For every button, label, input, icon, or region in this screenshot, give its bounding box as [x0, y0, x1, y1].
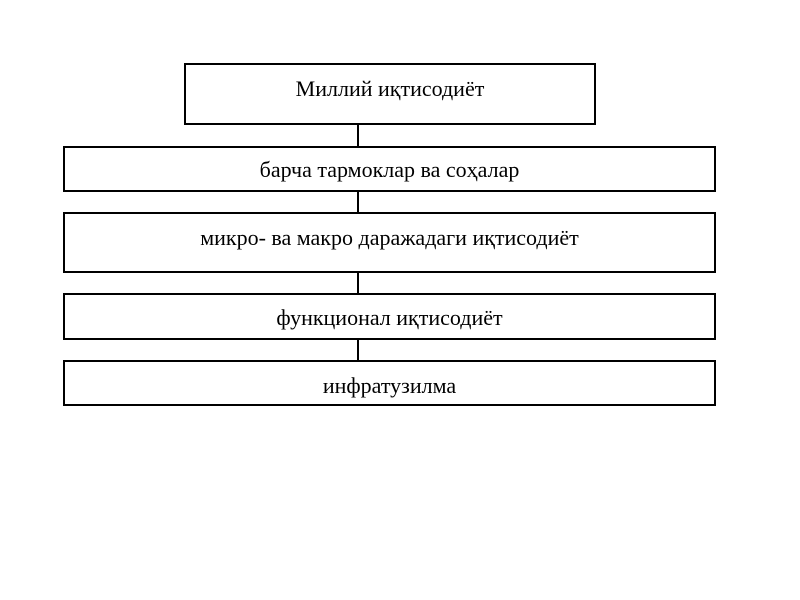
connector-line: [357, 273, 359, 293]
root-box-label: Миллий иқтисодиёт: [295, 76, 485, 101]
level-box-micro-macro-economy: [63, 212, 716, 273]
connector-line: [357, 125, 359, 146]
connector-line: [357, 192, 359, 212]
level-box-all-sectors: [63, 146, 716, 192]
level-box-infrastructure: [63, 360, 716, 406]
connector-line: [357, 340, 359, 360]
level-box-functional-economy: [63, 293, 716, 340]
level-box-label: функционал иқтисодиёт: [276, 305, 503, 330]
level-box-label: микро- ва макро даражадаги иқтисодиёт: [200, 225, 579, 250]
level-box-label: барча тармоклар ва соҳалар: [259, 157, 520, 182]
root-box-national-economy: [184, 63, 596, 125]
level-box-label: инфратузилма: [322, 373, 457, 398]
